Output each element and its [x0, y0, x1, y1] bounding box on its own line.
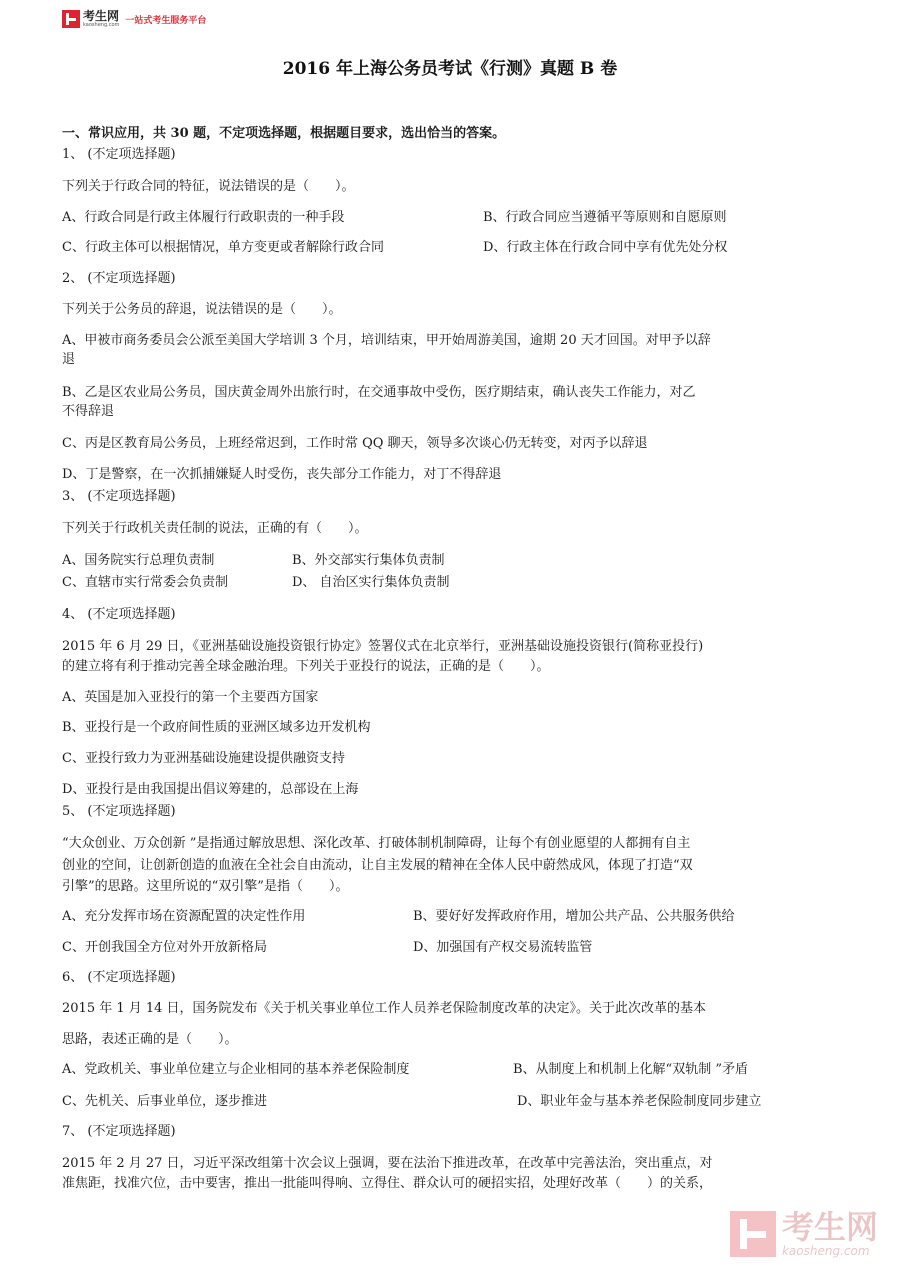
question-2-option-d: D、丁是警察，在一次抓捕嫌疑人时受伤，丧失部分工作能力，对丁不得辞退	[62, 467, 502, 482]
page-header	[62, 7, 206, 31]
question-5-option-a: A、充分发挥市场在资源配置的决定性作用	[62, 909, 306, 924]
question-6-option-d: D、职业年金与基本养老保险制度同步建立	[517, 1094, 762, 1109]
question-6-option-a: A、党政机关、事业单位建立与企业相同的基本养老保险制度	[62, 1062, 410, 1077]
question-6-option-c: C、先机关、后事业单位，逐步推进	[62, 1094, 267, 1109]
question-5-number: 5、 (不定项选择题)	[62, 804, 176, 819]
question-5-stem-line2: 创业的空间，让创新创造的血液在全社会自由流动，让自主发展的精神在全体人民中蔚然成风，体现了打造“双	[62, 858, 693, 873]
question-5-stem-line1: “大众创业、万众创新 ”是指通过解放思想、深化改革、打破体制机制障碍，让每个有创业愿望的人都拥有自主	[62, 836, 691, 851]
header-slogan: 一站式考生服务平台	[125, 15, 207, 26]
question-4-option-c: C、亚投行致力为亚洲基础设施建设提供融资支持	[62, 751, 345, 766]
question-2-number: 2、 (不定项选择题)	[62, 271, 176, 286]
question-3-option-c: C、直辖市实行常委会负责制	[62, 575, 228, 590]
question-6-stem-line1: 2015 年 1 月 14 日，国务院发布《关于机关事业单位工作人员养老保险制度改革的决定》。关于此次改革的基本	[62, 1001, 707, 1016]
document-title: 2016 年上海公务员考试《行测》真题 B 卷	[282, 59, 618, 79]
logo-text: 考生网	[83, 9, 120, 23]
question-5-option-b: B、要好好发挥政府作用，增加公共产品、公共服务供给	[413, 909, 735, 924]
question-4-option-b: B、亚投行是一个政府间性质的亚洲区域多边开发机构	[62, 720, 371, 735]
question-4-stem-line1: 2015 年 6 月 29 日，《亚洲基础设施投资银行协定》签署仪式在北京举行，亚洲基础设施投资银行(简称亚投行)	[62, 639, 704, 654]
question-6-number: 6、 (不定项选择题)	[62, 970, 176, 985]
question-5-option-d: D、加强国有产权交易流转监管	[413, 940, 593, 955]
question-1-option-b: B、行政合同应当遵循平等原则和自愿原则	[483, 210, 727, 225]
logo-subtext: kaosheng.com	[83, 22, 120, 28]
question-2-option-a-line1: A、甲被市商务委员会公派至美国大学培训 3 个月，培训结束，甲开始周游美国，逾期 20 天才回国。对甲予以辞	[62, 333, 711, 348]
question-1-option-c: C、行政主体可以根据情况，单方变更或者解除行政合同	[62, 240, 384, 255]
question-5-stem-line3: 引擎”的思路。这里所说的“双引擎”是指（ ）。	[62, 879, 349, 894]
question-1-number: 1、 (不定项选择题)	[62, 147, 176, 162]
question-2-stem: 下列关于公务员的辞退，说法错误的是（ ）。	[62, 302, 342, 317]
question-2-option-b-line1: B、乙是区农业局公务员，国庆黄金周外出旅行时，在交通事故中受伤，医疗期结束，确认丧失工作能力，对乙	[62, 385, 696, 400]
question-1-option-d: D、行政主体在行政合同中享有优先处分权	[483, 240, 728, 255]
question-4-stem-line2: 的建立将有利于推动完善全球金融治理。下列关于亚投行的说法，正确的是（ ）。	[62, 659, 550, 674]
question-4-option-d: D、亚投行是由我国提出倡议筹建的，总部设在上海	[62, 782, 359, 797]
question-1-option-a: A、行政合同是行政主体履行行政职责的一种手段	[62, 210, 345, 225]
question-7-stem-line2: 准焦距，找准穴位，击中要害，推出一批能叫得响、立得住、群众认可的硬招实招，处理好改革（ ）的关系，	[62, 1176, 713, 1191]
question-3-option-a: A、国务院实行总理负责制	[62, 553, 215, 568]
question-3-number: 3、 (不定项选择题)	[62, 489, 176, 504]
question-5-option-c: C、开创我国全方位对外开放新格局	[62, 940, 267, 955]
watermark-logo-icon	[730, 1211, 776, 1257]
watermark-text: 考生网	[781, 1208, 878, 1246]
question-3-option-b: B、外交部实行集体负责制	[292, 553, 445, 568]
question-6-option-b: B、从制度上和机制上化解“双轨制 ”矛盾	[513, 1062, 748, 1077]
question-7-stem-line1: 2015 年 2 月 27 日，习近平深改组第十次会议上强调，要在法治下推进改革，在改革中完善法治，突出重点，对	[62, 1156, 713, 1171]
section-heading: 一、常识应用，共 30 题，不定项选择题，根据题目要求，选出恰当的答案。	[62, 126, 506, 141]
question-2-option-b-line2: 不得辞退	[62, 404, 115, 419]
kaosheng-logo-icon	[62, 10, 80, 28]
question-7-number: 7、 (不定项选择题)	[62, 1124, 176, 1139]
question-2-option-c: C、丙是区教育局公务员，上班经常迟到，工作时常 QQ 聊天，领导多次谈心仍无转变，对丙予以辞退	[62, 436, 648, 451]
logo-wordmark	[83, 10, 119, 28]
watermark	[730, 1208, 878, 1258]
question-3-option-d: D、 自治区实行集体负责制	[292, 575, 450, 590]
question-2-option-a-line2: 退	[62, 352, 76, 367]
question-4-number: 4、 (不定项选择题)	[62, 607, 176, 622]
question-4-option-a: A、英国是加入亚投行的第一个主要西方国家	[62, 690, 319, 705]
question-1-stem: 下列关于行政合同的特征，说法错误的是（ ）。	[62, 179, 355, 194]
question-6-stem-line2: 思路，表述正确的是（ ）。	[62, 1032, 238, 1047]
watermark-subtext: kaosheng.com	[781, 1244, 870, 1258]
question-3-stem: 下列关于行政机关责任制的说法，正确的有（ ）。	[62, 521, 368, 536]
